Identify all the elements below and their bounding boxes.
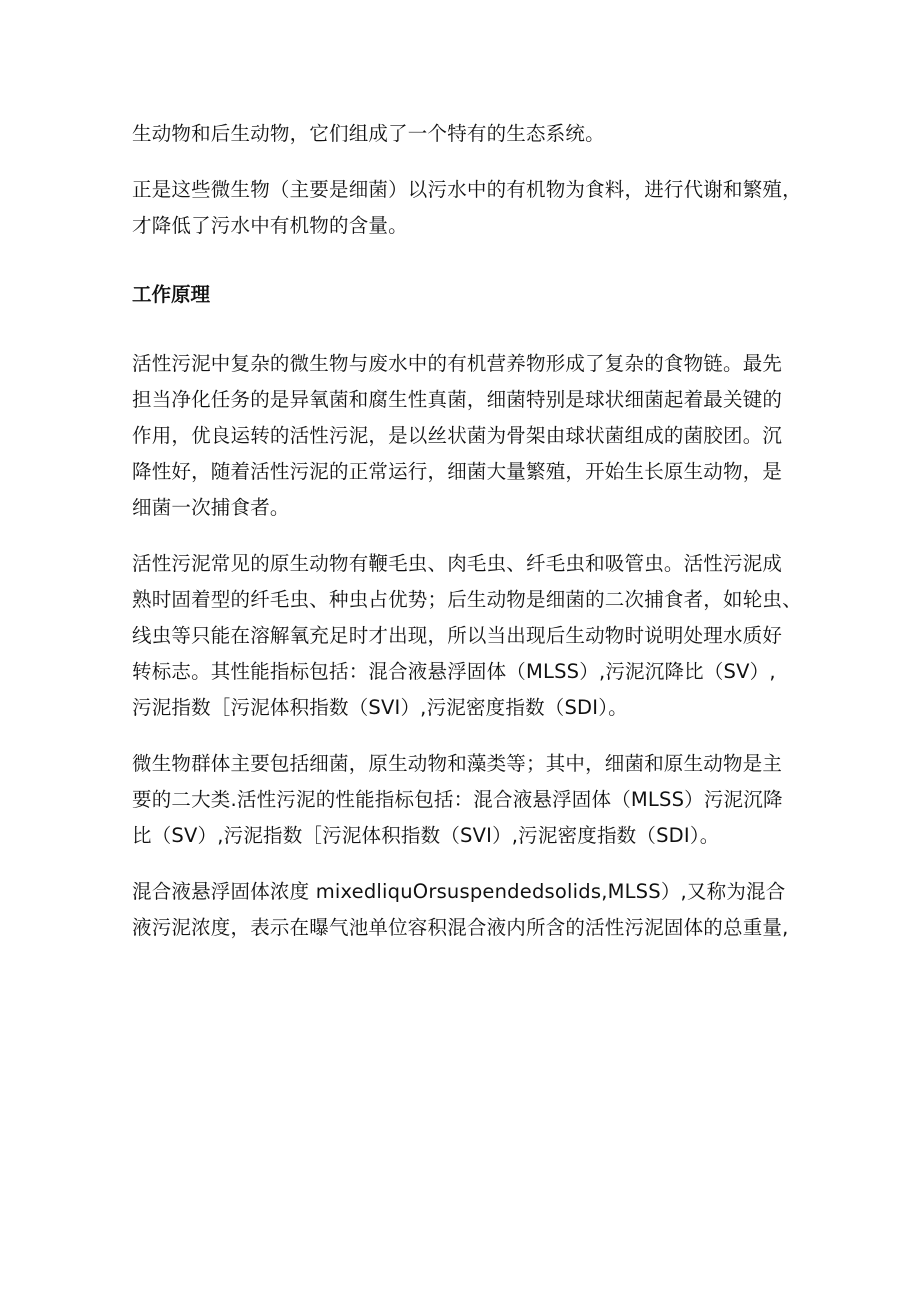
paragraph-4 — [132, 746, 796, 854]
text-line: 降性好，随着活性污泥的正常运行，细菌大量繁殖，开始生长原生动物，是 — [132, 460, 783, 483]
text-line: 担当净化任务的是异氧菌和腐生性真菌，细菌特别是球状细菌起着最关键的 — [132, 388, 783, 411]
text-line: 比（SV）,污泥指数［污泥体积指数（SVI）,污泥密度指数（SDI）。 — [132, 824, 720, 847]
text-line: 生动物和后生动物，它们组成了一个特有的生态系统。 — [132, 122, 605, 145]
text-line: 活性污泥中复杂的微生物与废水中的有机营养物形成了复杂的食物链。最先 — [132, 352, 783, 375]
text-line: 细菌一次捕食者。 — [132, 496, 290, 519]
text-line: 转标志。其性能指标包括：混合液悬浮固体（MLSS）,污泥沉降比（SV）, — [132, 660, 776, 683]
paragraph-3 — [132, 546, 802, 726]
text-line: 混合液悬浮固体浓度 mixedliquOrsuspendedsolids,MLSS）,又称为混合 — [132, 880, 786, 903]
paragraph-0 — [132, 116, 796, 152]
text-line: 污泥指数［污泥体积指数（SVI）,污泥密度指数（SDI）。 — [132, 696, 628, 719]
text-line: 线虫等只能在溶解氧充足时才出现，所以当出现后生动物时说明处理水质好 — [132, 624, 783, 647]
text-line: 液污泥浓度，表示在曝气池单位容积混合液内所含的活性污泥固体的总重量, — [132, 916, 789, 939]
document-body — [132, 116, 802, 946]
text-line: 作用，优良运转的活性污泥，是以丝状菌为骨架由球状菌组成的菌胶团。沉 — [132, 424, 783, 447]
text-line: 正是这些微生物（主要是细菌）以污水中的有机物为食料，进行代谢和繁殖， — [132, 178, 802, 201]
paragraph-1 — [132, 172, 802, 244]
text-line: 活性污泥常见的原生动物有鞭毛虫、肉毛虫、纤毛虫和吸管虫。活性污泥成 — [132, 552, 783, 575]
text-line: 要的二大类.活性污泥的性能指标包括：混合液悬浮固体（MLSS）污泥沉降 — [132, 788, 783, 811]
text-line: 熟时固着型的纤毛虫、种虫占优势；后生动物是细菌的二次捕食者，如轮虫、 — [132, 588, 802, 611]
text-line: 微生物群体主要包括细菌，原生动物和藻类等；其中，细菌和原生动物是主 — [132, 752, 783, 775]
paragraph-5 — [132, 874, 796, 946]
text-line: 才降低了污水中有机物的含量。 — [132, 214, 408, 237]
paragraph-2 — [132, 346, 796, 526]
section-heading: 工作原理 — [132, 283, 211, 306]
